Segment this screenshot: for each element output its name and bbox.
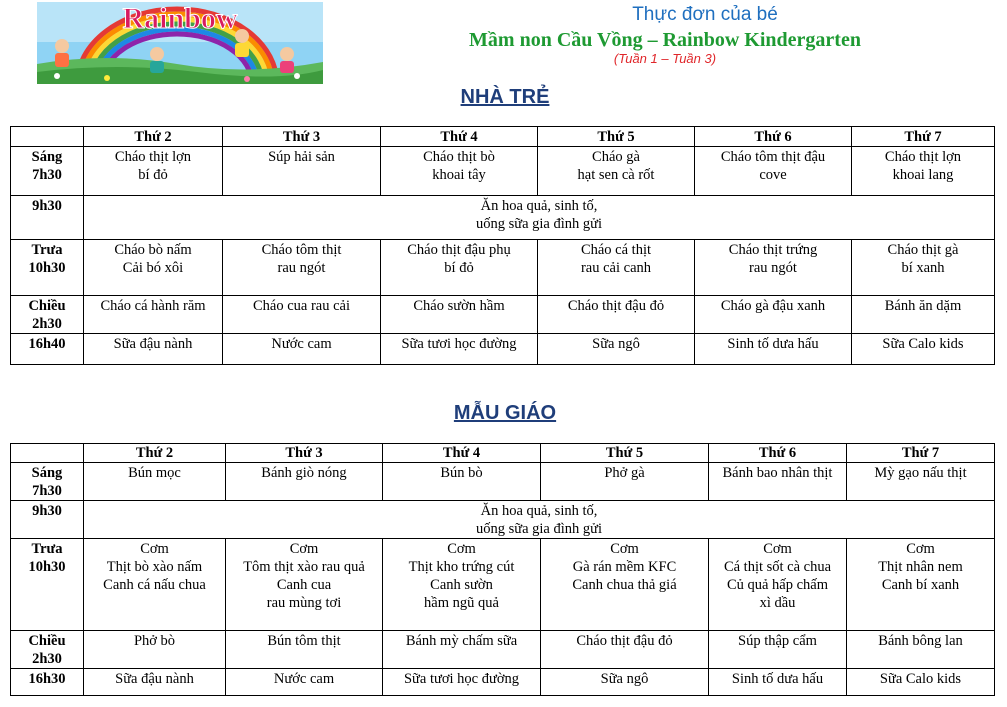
table-row — [11, 147, 995, 196]
table-row — [11, 631, 995, 669]
menu-cell: Súp hải sản — [223, 147, 381, 196]
nha-tre-title: NHÀ TRẺ — [460, 86, 550, 108]
menu-cell: Cháo thịt trứng rau ngót — [695, 240, 852, 296]
menu-cell: Cơm Thịt nhân nem Canh bí xanh — [847, 539, 995, 631]
menu-cell: Sữa Calo kids — [852, 334, 995, 365]
table-row — [11, 463, 995, 501]
menu-cell: Cháo tôm thịt rau ngót — [223, 240, 381, 296]
menu-cell: Sữa ngô — [541, 669, 709, 696]
nha-tre-menu-table — [10, 126, 995, 365]
day-header: Thứ 5 — [541, 444, 709, 463]
table-row — [11, 334, 995, 365]
menu-cell: Cơm Thịt bò xào nấm Canh cá nấu chua — [84, 539, 226, 631]
menu-cell: Sinh tố dưa hấu — [709, 669, 847, 696]
day-header: Thứ 6 — [695, 127, 852, 147]
mau-giao-title: MẪU GIÁO — [453, 402, 557, 424]
day-header: Thứ 7 — [847, 444, 995, 463]
menu-cell: Bánh giò nóng — [226, 463, 383, 501]
mau-giao-menu-table — [10, 443, 995, 696]
menu-cell: Sữa ngô — [538, 334, 695, 365]
logo-text: Rainbow — [122, 2, 238, 35]
merged-menu-cell: Ăn hoa quả, sinh tố, uống sữa gia đình gửi — [84, 196, 995, 240]
corner-cell — [11, 444, 84, 463]
menu-cell: Cháo thịt đậu đỏ — [541, 631, 709, 669]
menu-cell: Sữa đậu nành — [84, 334, 223, 365]
table-row — [11, 539, 995, 631]
day-header: Thứ 5 — [538, 127, 695, 147]
time-cell: 9h30 — [11, 501, 84, 539]
menu-cell: Cơm Gà rán mềm KFC Canh chua thả giá — [541, 539, 709, 631]
menu-cell: Phở gà — [541, 463, 709, 501]
menu-cell: Cháo cua rau cải — [223, 296, 381, 334]
menu-cell: Cơm Tôm thịt xào rau quả Canh cua rau mùng tơi — [226, 539, 383, 631]
menu-heading: Thực đơn của bé — [632, 4, 778, 25]
menu-cell: Nước cam — [226, 669, 383, 696]
table-header-row — [11, 444, 995, 463]
day-header: Thứ 3 — [226, 444, 383, 463]
menu-cell: Bánh bao nhân thịt — [709, 463, 847, 501]
menu-cell: Cơm Thịt kho trứng cút Canh sườn hầm ngũ quả — [383, 539, 541, 631]
time-cell: Chiều 2h30 — [11, 296, 84, 334]
menu-cell: Cháo thịt gà bí xanh — [852, 240, 995, 296]
table-header-row — [11, 127, 995, 147]
menu-cell: Bánh ăn dặm — [852, 296, 995, 334]
time-cell: Trưa 10h30 — [11, 240, 84, 296]
menu-cell: Sữa Calo kids — [847, 669, 995, 696]
time-cell: Trưa 10h30 — [11, 539, 84, 631]
menu-cell: Cháo thịt lợn khoai lang — [852, 147, 995, 196]
menu-cell: Cháo cá hành răm — [84, 296, 223, 334]
time-cell: 16h40 — [11, 334, 84, 365]
menu-cell: Bún tôm thịt — [226, 631, 383, 669]
menu-cell: Bánh bông lan — [847, 631, 995, 669]
time-cell: Sáng 7h30 — [11, 463, 84, 501]
menu-cell: Cơm Cá thịt sốt cà chua Củ quả hấp chấm xì dầu — [709, 539, 847, 631]
menu-cell: Sữa tươi học đường — [383, 669, 541, 696]
time-cell: Sáng 7h30 — [11, 147, 84, 196]
time-cell: 16h30 — [11, 669, 84, 696]
table-row — [11, 501, 995, 539]
table-row — [11, 240, 995, 296]
menu-cell: Cháo bò nấm Cải bó xôi — [84, 240, 223, 296]
menu-cell: Sữa tươi học đường — [381, 334, 538, 365]
rainbow-logo — [37, 2, 323, 84]
table-row — [11, 296, 995, 334]
menu-cell: Cháo tôm thịt đậu cove — [695, 147, 852, 196]
merged-menu-cell: Ăn hoa quả, sinh tố, uống sữa gia đình gửi — [84, 501, 995, 539]
menu-cell: Nước cam — [223, 334, 381, 365]
menu-cell: Cháo sườn hầm — [381, 296, 538, 334]
table-row — [11, 196, 995, 240]
menu-cell: Sinh tố dưa hấu — [695, 334, 852, 365]
menu-cell: Bún mọc — [84, 463, 226, 501]
day-header: Thứ 6 — [709, 444, 847, 463]
school-name: Mầm non Cầu Vồng – Rainbow Kindergarten — [469, 29, 861, 51]
menu-cell: Sữa đậu nành — [84, 669, 226, 696]
time-cell: Chiều 2h30 — [11, 631, 84, 669]
day-header: Thứ 7 — [852, 127, 995, 147]
corner-cell — [11, 127, 84, 147]
menu-cell: Bánh mỳ chấm sữa — [383, 631, 541, 669]
menu-cell: Súp thập cẩm — [709, 631, 847, 669]
menu-cell: Cháo gà hạt sen cà rốt — [538, 147, 695, 196]
table-row — [11, 669, 995, 696]
menu-cell: Cháo thịt bò khoai tây — [381, 147, 538, 196]
menu-cell: Bún bò — [383, 463, 541, 501]
time-cell: 9h30 — [11, 196, 84, 240]
day-header: Thứ 2 — [84, 444, 226, 463]
menu-cell: Phở bò — [84, 631, 226, 669]
week-range: (Tuần 1 – Tuần 3) — [613, 51, 717, 66]
menu-cell: Cháo gà đậu xanh — [695, 296, 852, 334]
menu-cell: Cháo cá thịt rau cải canh — [538, 240, 695, 296]
day-header: Thứ 2 — [84, 127, 223, 147]
day-header: Thứ 4 — [383, 444, 541, 463]
menu-cell: Mỳ gạo nấu thịt — [847, 463, 995, 501]
menu-cell: Cháo thịt đậu phụ bí đỏ — [381, 240, 538, 296]
day-header: Thứ 3 — [223, 127, 381, 147]
menu-cell: Cháo thịt lợn bí đỏ — [84, 147, 223, 196]
menu-cell: Cháo thịt đậu đỏ — [538, 296, 695, 334]
day-header: Thứ 4 — [381, 127, 538, 147]
